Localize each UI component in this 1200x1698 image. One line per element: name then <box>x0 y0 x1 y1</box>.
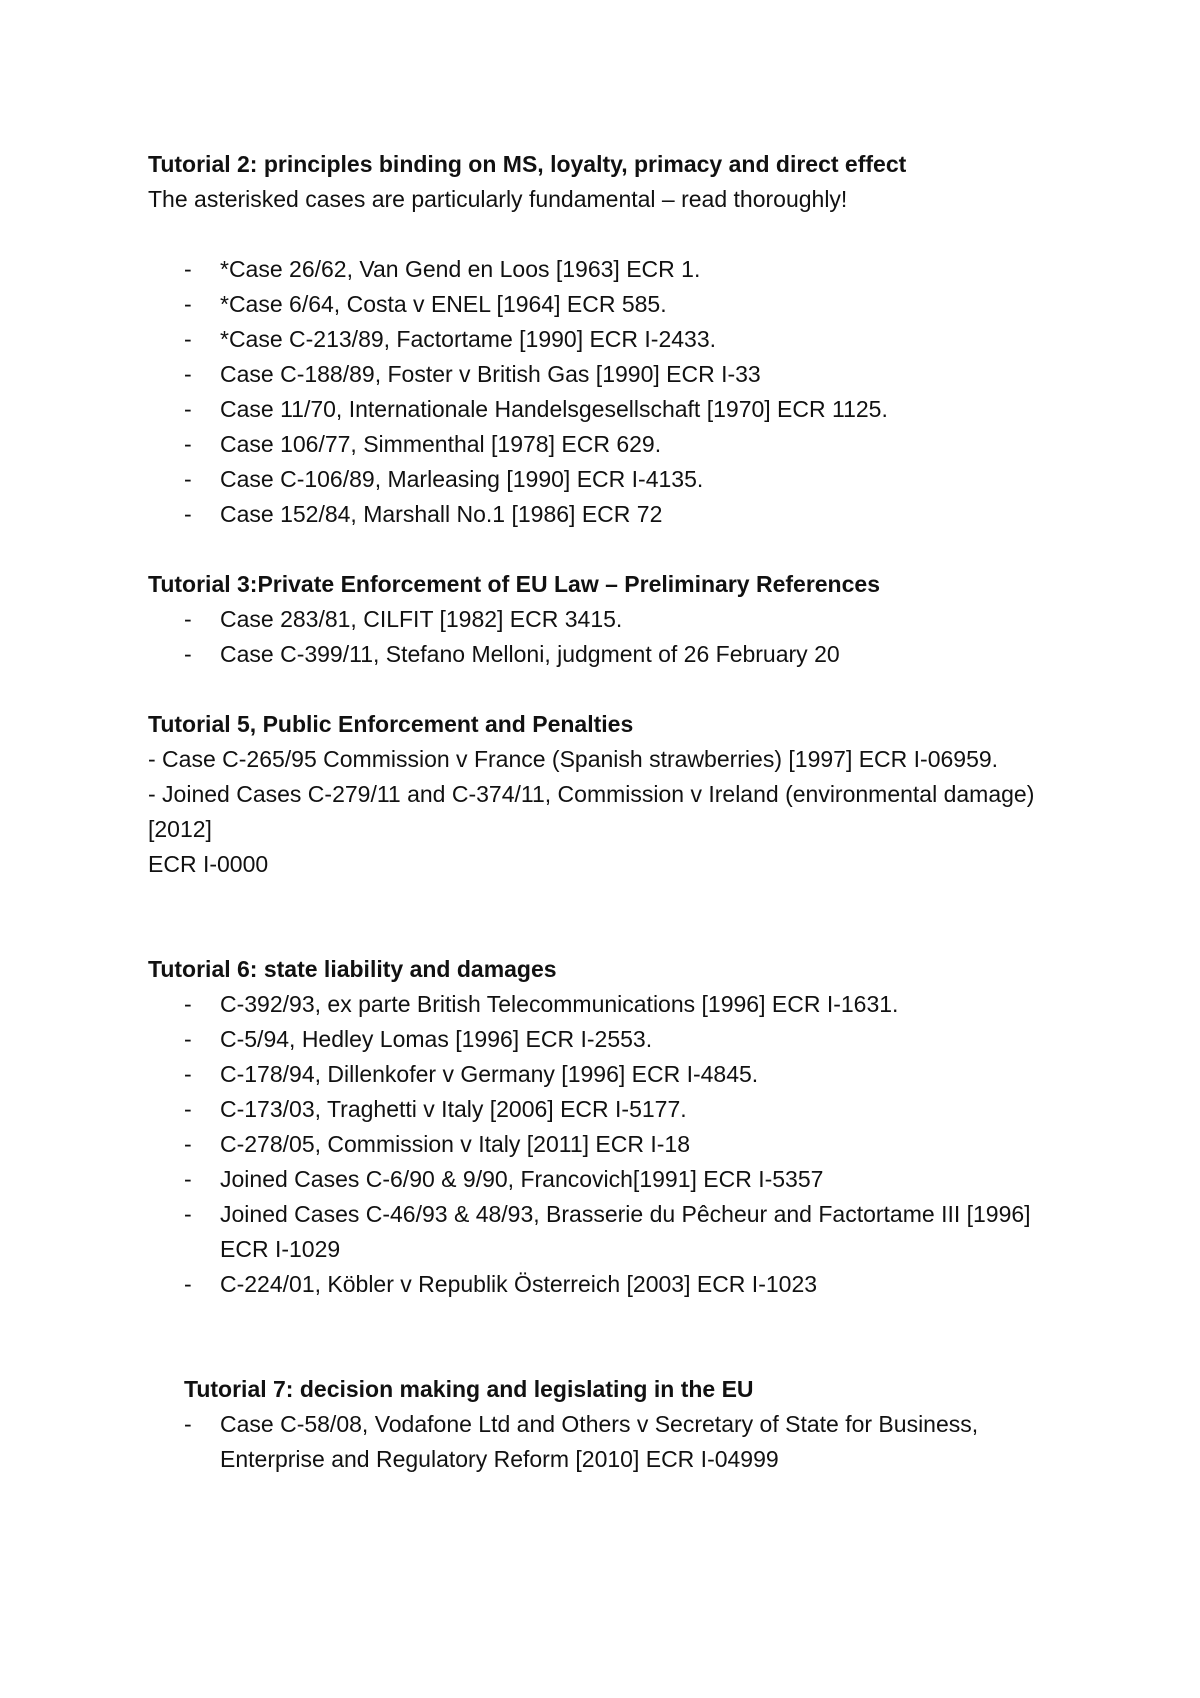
list-item: - Case 283/81, CILFIT [1982] ECR 3415. <box>148 602 1078 637</box>
list-item: - C-278/05, Commission v Italy [2011] ECR I-18 <box>148 1127 1078 1162</box>
list-item: - Case 152/84, Marshall No.1 [1986] ECR 72 <box>148 497 1078 532</box>
list-item: - C-178/94, Dillenkofer v Germany [1996] ECR I-4845. <box>148 1057 1078 1092</box>
list-item: - *Case C-213/89, Factortame [1990] ECR I-2433. <box>148 322 1078 357</box>
tutorial-2-note: The asterisked cases are particularly fundamental – read thoroughly! <box>148 186 848 212</box>
list-item: - Case 106/77, Simmenthal [1978] ECR 629. <box>148 427 1078 462</box>
section-tutorial-2 <box>148 147 1078 532</box>
list-item: - Case 11/70, Internationale Handelsgesellschaft [1970] ECR 1125. <box>148 392 1078 427</box>
list-item: - *Case 6/64, Costa v ENEL [1964] ECR 585. <box>148 287 1078 322</box>
tutorial-5-line: ECR I-0000 <box>148 851 269 877</box>
list-item: - Case C-399/11, Stefano Melloni, judgment of 26 February 20 <box>148 637 1078 672</box>
section-tutorial-3 <box>148 567 1078 672</box>
list-item: - Case C-58/08, Vodafone Ltd and Others v Secretary of State for Business, Enterprise and Regulatory Reform [2010] ECR I-04999 <box>148 1407 1078 1477</box>
list-item: - Joined Cases C-6/90 & 9/90, Francovich[1991] ECR I-5357 <box>148 1162 1078 1197</box>
list-item: - C-392/93, ex parte British Telecommunications [1996] ECR I-1631. <box>148 987 1078 1022</box>
tutorial-3-heading: Tutorial 3:Private Enforcement of EU Law – Preliminary References <box>148 571 880 597</box>
list-item: - C-224/01, Köbler v Republik Österreich [2003] ECR I-1023 <box>148 1267 1078 1302</box>
tutorial-5-heading: Tutorial 5, Public Enforcement and Penalties <box>148 711 634 737</box>
spacer <box>148 882 1078 952</box>
tutorial-7-case-list <box>148 1407 1078 1477</box>
section-tutorial-6 <box>148 952 1078 1302</box>
spacer <box>148 1302 1078 1372</box>
list-item: - Case C-106/89, Marleasing [1990] ECR I-4135. <box>148 462 1078 497</box>
spacer <box>148 672 1078 707</box>
tutorial-5-line: - Case C-265/95 Commission v France (Spanish strawberries) [1997] ECR I-06959. <box>148 746 999 772</box>
tutorial-3-case-list <box>148 602 1078 672</box>
list-item: - *Case 26/62, Van Gend en Loos [1963] ECR 1. <box>148 252 1078 287</box>
document-body <box>148 147 1078 1477</box>
list-item: - C-5/94, Hedley Lomas [1996] ECR I-2553. <box>148 1022 1078 1057</box>
section-tutorial-5 <box>148 707 1078 882</box>
tutorial-5-line: - Joined Cases C-279/11 and C-374/11, Commission v Ireland (environmental damage) [2012] <box>148 781 1035 842</box>
tutorial-2-case-list <box>148 252 1078 532</box>
tutorial-6-case-list <box>148 987 1078 1302</box>
section-tutorial-7 <box>148 1372 1078 1407</box>
tutorial-7-heading: Tutorial 7: decision making and legislating in the EU <box>184 1376 754 1402</box>
list-item: - C-173/03, Traghetti v Italy [2006] ECR I-5177. <box>148 1092 1078 1127</box>
spacer <box>148 532 1078 567</box>
spacer <box>148 217 1078 252</box>
tutorial-2-heading: Tutorial 2: principles binding on MS, loyalty, primacy and direct effect <box>148 151 907 177</box>
list-item: - Case C-188/89, Foster v British Gas [1990] ECR I-33 <box>148 357 1078 392</box>
list-item: - Joined Cases C-46/93 & 48/93, Brasserie du Pêcheur and Factortame III [1996] ECR I-1029 <box>148 1197 1078 1267</box>
tutorial-6-heading: Tutorial 6: state liability and damages <box>148 956 557 982</box>
